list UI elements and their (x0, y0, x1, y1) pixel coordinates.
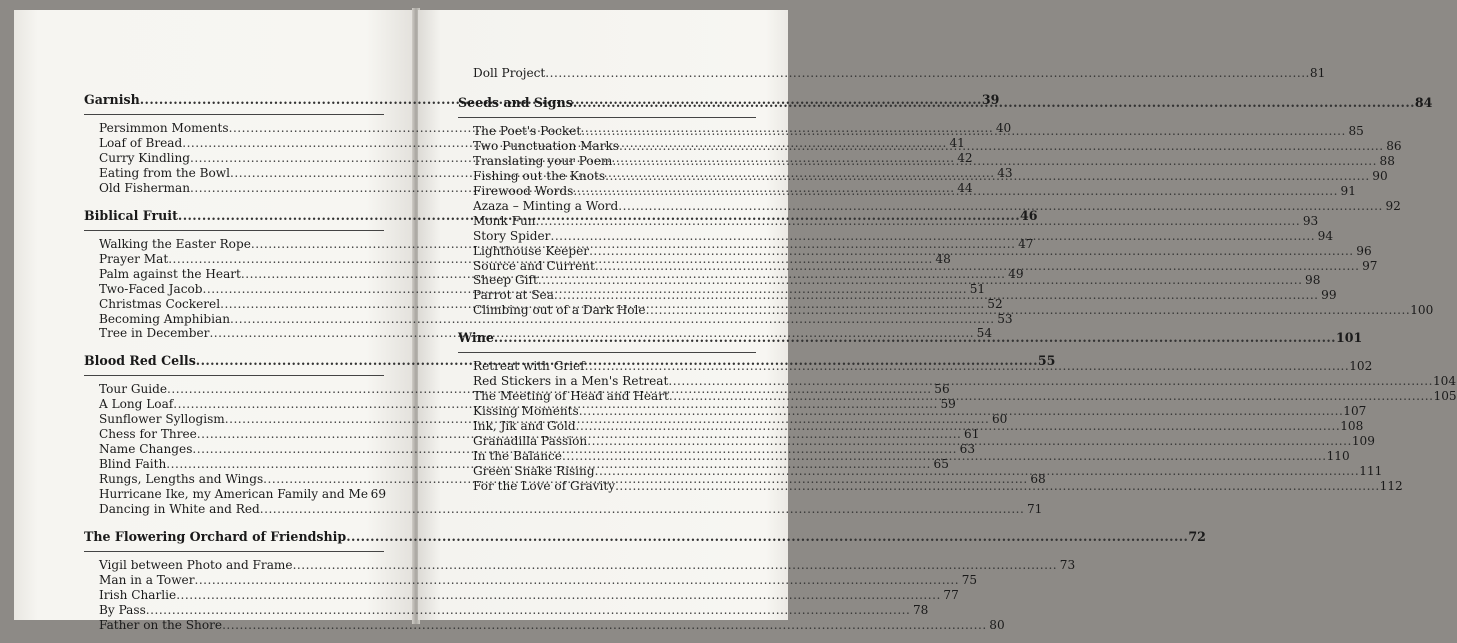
toc-entry (458, 198, 1401, 214)
entry-title: Dancing in White and Red (99, 502, 260, 517)
leader-dots (595, 464, 1360, 479)
entry-page: 78 (912, 602, 929, 617)
entry-page: 85 (1348, 123, 1364, 138)
entry-title: Palm against the Heart (99, 266, 241, 281)
entry-page: 53 (997, 311, 1013, 326)
entry-page: 104 (1432, 374, 1457, 389)
entry-page: 41 (949, 135, 965, 150)
section-title: The Flowering Orchard of Friendship (84, 529, 347, 545)
entry-title: A Long Loaf (99, 397, 174, 412)
section-page: 72 (1188, 529, 1206, 545)
entry-page: 91 (1340, 183, 1356, 198)
entry-title: Parrot at Sea (473, 288, 554, 303)
section-heading (84, 527, 1206, 552)
entry-title: Green Snake Rising (473, 464, 595, 479)
leader-dots (494, 330, 1336, 346)
entry-page: 99 (1321, 288, 1337, 303)
section-title: Wine (458, 330, 494, 346)
toc-section (84, 527, 1206, 633)
entry-title: Curry Kindling (99, 150, 190, 165)
entry-title: Old Fisherman (99, 180, 191, 195)
leader-dots (222, 618, 987, 633)
entry-page: 71 (1026, 502, 1043, 517)
entry-page: 80 (989, 617, 1005, 632)
entry-title: By Pass (99, 602, 146, 617)
leader-dots (619, 139, 1384, 154)
entry-page: 65 (933, 457, 949, 472)
toc-entry (84, 602, 929, 618)
entry-page: 54 (976, 326, 993, 341)
entry-title: Story Spider (473, 228, 551, 243)
entry-page: 47 (1018, 236, 1034, 251)
toc-entry (84, 311, 1013, 327)
leader-dots (562, 449, 1327, 464)
entry-title: Azaza – Minting a Word (473, 198, 619, 213)
section-page: 101 (1335, 330, 1363, 346)
entry-title: Lighthouse Keeper (473, 243, 590, 258)
section-title: Seeds and Signs (458, 94, 573, 110)
entry-title: Becoming Amphibian (99, 311, 231, 326)
entry-page: 81 (1309, 66, 1326, 80)
leader-dots (573, 184, 1338, 199)
leader-dots (260, 502, 1025, 517)
toc-entry (84, 572, 978, 588)
entry-page: 97 (1362, 258, 1378, 273)
entry-title: Walking the Easter Rope (99, 236, 251, 251)
entry-page: 56 (934, 382, 950, 397)
leader-dots (605, 169, 1370, 184)
entry-title: Persimmon Moments (99, 121, 229, 135)
leader-dots (550, 229, 1315, 244)
entry-page: 102 (1349, 359, 1373, 374)
leader-dots (579, 404, 1344, 419)
entry-page: 92 (1385, 198, 1401, 213)
entry-page: 107 (1343, 404, 1367, 419)
entry-page: 110 (1326, 449, 1350, 464)
entry-page: 48 (935, 251, 951, 266)
entry-page: 98 (1305, 273, 1321, 288)
entry-title: Sheep Gift (473, 273, 538, 288)
entry-page: 73 (1059, 558, 1076, 573)
toc-entry (458, 66, 1326, 81)
entry-title: Christmas Cockerel (99, 296, 221, 311)
entry-page: 52 (987, 296, 1003, 311)
entry-page: 90 (1372, 168, 1388, 183)
leader-dots (293, 558, 1058, 573)
entry-page: 105 (1433, 389, 1457, 404)
entry-page: 63 (959, 442, 976, 457)
entry-title: Man in a Tower (99, 572, 195, 587)
entry-title: Monk Fun (473, 213, 536, 228)
entry-title: Prayer Mat (99, 251, 169, 266)
entry-title: Translating your Poem (473, 153, 613, 168)
entry-page: 49 (1008, 266, 1024, 281)
section-page: 84 (1414, 94, 1433, 110)
entry-page: 43 (997, 165, 1013, 180)
entry-title: Source and Current (473, 258, 595, 273)
entry-title: Eating from the Bowl (99, 165, 231, 180)
leader-dots (585, 359, 1350, 374)
entry-title: Hurricane Ike, my American Family and Me (99, 487, 369, 502)
entry-page: 93 (1302, 213, 1319, 228)
leader-dots (615, 479, 1380, 494)
entry-page: 42 (957, 150, 973, 165)
toc-entry (84, 558, 1076, 573)
entry-page: 112 (1379, 478, 1403, 493)
leader-dots (612, 154, 1377, 169)
leader-dots (646, 303, 1411, 318)
entry-title: Granadilla Passion (473, 434, 588, 449)
section-page: 46 (1019, 207, 1038, 223)
entry-title: Two Punctuation Marks (473, 138, 620, 153)
entry-page: 69 (370, 487, 387, 502)
entry-page: 96 (1356, 243, 1372, 258)
entry-title: Red Stickers in a Men's Retreat (473, 374, 669, 389)
entry-page: 108 (1340, 419, 1364, 434)
entry-page: 88 (1379, 153, 1395, 168)
leader-dots (576, 419, 1341, 434)
entry-title: Loaf of Bread (99, 135, 183, 150)
entry-title: Retreat with Grief (473, 359, 585, 374)
entry-page: 40 (995, 121, 1012, 135)
leader-dots (573, 95, 1415, 111)
entry-page: 109 (1351, 434, 1375, 449)
toc-entry (84, 502, 1043, 517)
entry-title: For the Love of Gravity (473, 478, 616, 493)
leader-dots (538, 273, 1303, 288)
entry-title: Rungs, Lengths and Wings (99, 472, 264, 487)
entry-title: The Meeting of Head and Heart (473, 389, 669, 404)
entry-title: Father on the Shore (99, 617, 223, 632)
entry-page: 61 (964, 427, 980, 442)
entry-page: 44 (957, 180, 973, 195)
entry-page: 68 (1030, 472, 1046, 487)
entry-title: Fishing out the Knots (473, 168, 606, 183)
leader-dots (146, 603, 911, 618)
entry-page: 75 (961, 572, 978, 587)
section-page: 39 (981, 92, 1000, 107)
entry-page: 86 (1386, 138, 1402, 153)
entry-title: Firewood Words (473, 183, 574, 198)
entry-title: The Poet's Pocket (473, 123, 582, 138)
toc-entry (84, 617, 1005, 633)
entry-title: In the Balance (473, 449, 562, 464)
leader-dots (587, 434, 1352, 449)
leader-dots (581, 124, 1346, 139)
entry-title: Kissing Moments (473, 404, 579, 419)
toc-entry (84, 587, 959, 603)
toc-entry (84, 487, 387, 502)
leader-dots (595, 259, 1360, 274)
entry-title: Ink, Jik and Gold (473, 419, 576, 434)
entry-title: Tour Guide (99, 382, 168, 397)
toc-entry (458, 374, 1457, 389)
leader-dots (346, 529, 1188, 545)
leader-dots (589, 244, 1354, 259)
entry-page: 60 (991, 412, 1008, 427)
entry-title: Blind Faith (99, 457, 167, 472)
entry-title: Doll Project (473, 66, 546, 80)
section-title: Garnish (84, 92, 140, 107)
entry-title: Sunflower Syllogism (99, 412, 225, 427)
leader-dots (669, 389, 1434, 404)
entry-page: 51 (969, 281, 986, 296)
leader-dots (545, 66, 1310, 81)
entry-page: 59 (940, 397, 956, 412)
entry-title: Tree in December (99, 326, 210, 341)
leader-dots (194, 573, 959, 588)
entry-page: 100 (1410, 303, 1434, 318)
section-title: Biblical Fruit (84, 207, 178, 223)
entry-page: 77 (943, 587, 959, 602)
section-page: 55 (1037, 353, 1056, 369)
entry-title: Vigil between Photo and Frame (99, 558, 293, 573)
leader-dots (536, 214, 1301, 229)
leader-dots (554, 288, 1319, 303)
section-title: Blood Red Cells (84, 353, 196, 369)
entry-page: 94 (1317, 228, 1334, 243)
entry-page: 111 (1359, 464, 1383, 479)
entry-title: Irish Charlie (99, 587, 177, 602)
leader-dots (618, 199, 1383, 214)
entry-title: Chess for Three (99, 427, 197, 442)
leader-dots (668, 374, 1433, 389)
entry-title: Name Changes (99, 442, 193, 457)
entry-title: Climbing out of a Dark Hole (473, 303, 646, 318)
leader-dots (176, 588, 941, 603)
entry-title: Two-Faced Jacob (99, 281, 203, 296)
